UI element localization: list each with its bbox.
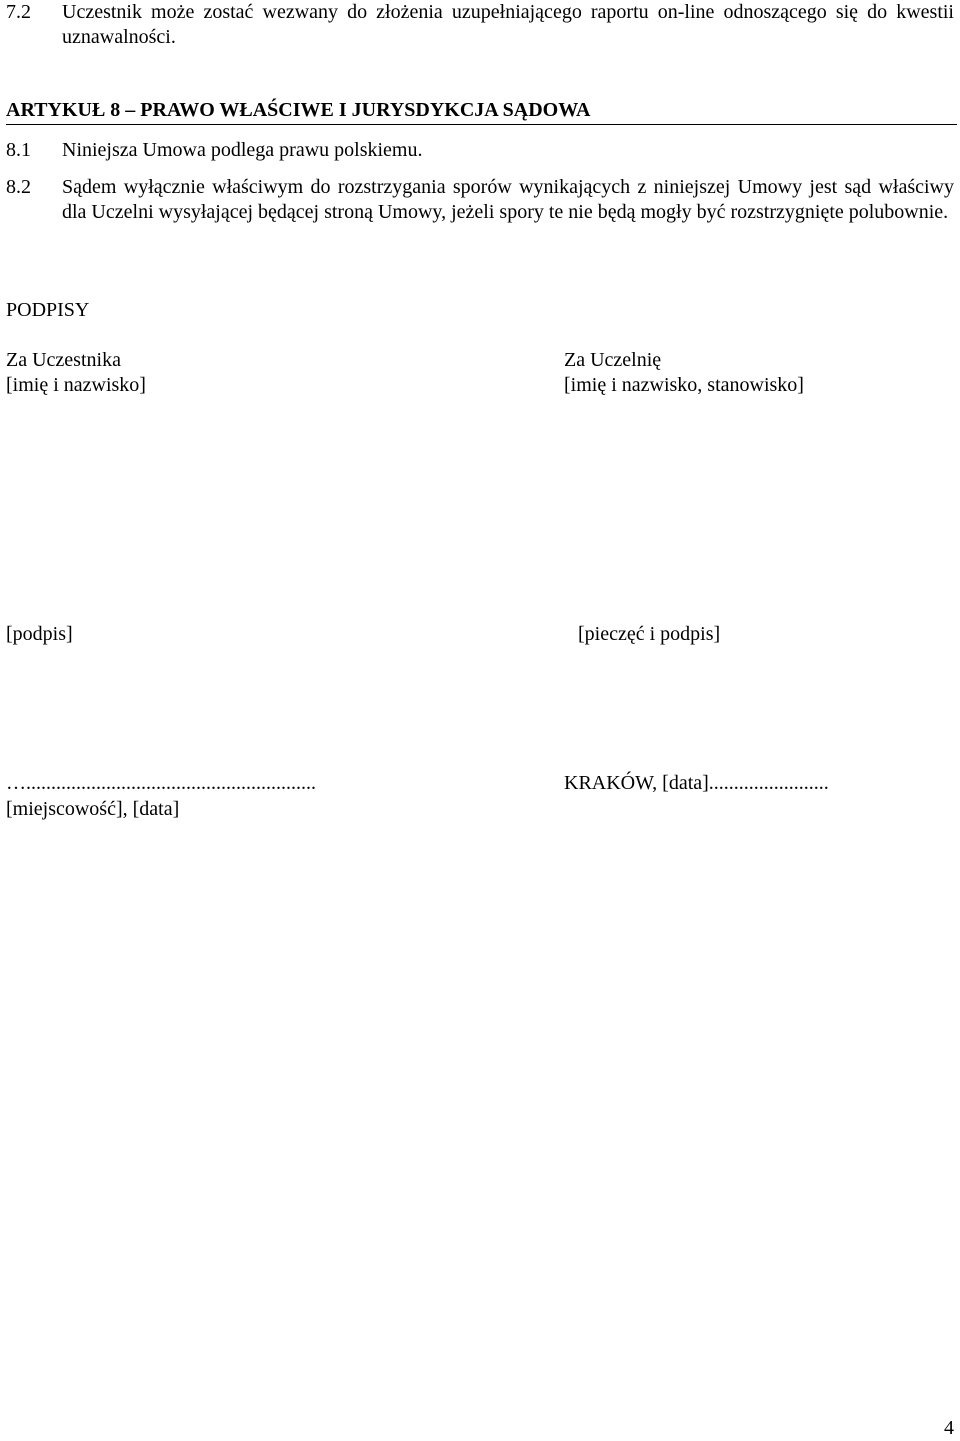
university-signature-placeholder: [pieczęć i podpis] (578, 623, 721, 645)
clause-text: Sądem wyłącznie właściwym do rozstrzygania sporów wynikających z niniejszej Umowy jest sąd właściwy dla Uczelni wysyłającej będącej stroną Umowy, jeżeli spory te nie będą mogły być rozstrzygnięte polubownie. (62, 176, 954, 223)
clause-number: 7.2 (6, 1, 31, 23)
clause-text: Uczestnik może zostać wezwany do złożenia uzupełniającego raportu on-line odnoszącego się do kwestii uznawalności. (62, 1, 954, 48)
participant-label: Za Uczestnika (6, 349, 121, 371)
article-heading: ARTYKUŁ 8 – PRAWO WŁAŚCIWE I JURYSDYKCJA SĄDOWA (6, 98, 957, 125)
signatures-heading: PODPISY (6, 299, 90, 321)
participant-name-placeholder: [imię i nazwisko] (6, 374, 146, 396)
clause-8-1 (6, 138, 954, 163)
clause-text: Niniejsza Umowa podlega prawu polskiemu. (62, 139, 423, 161)
clause-7-2 (6, 0, 954, 50)
clause-8-2 (6, 175, 954, 225)
university-name-placeholder: [imię i nazwisko, stanowisko] (564, 374, 804, 396)
participant-signature-placeholder: [podpis] (6, 623, 73, 645)
university-place-date: KRAKÓW, [data]........................ (564, 772, 829, 794)
clause-number: 8.1 (6, 139, 31, 161)
participant-place-line: ….......................................................... (6, 772, 316, 794)
university-label: Za Uczelnię (564, 349, 662, 371)
clause-number: 8.2 (6, 176, 31, 198)
page-number: 4 (944, 1417, 954, 1439)
participant-place-label: [miejscowość], [data] (6, 798, 180, 820)
